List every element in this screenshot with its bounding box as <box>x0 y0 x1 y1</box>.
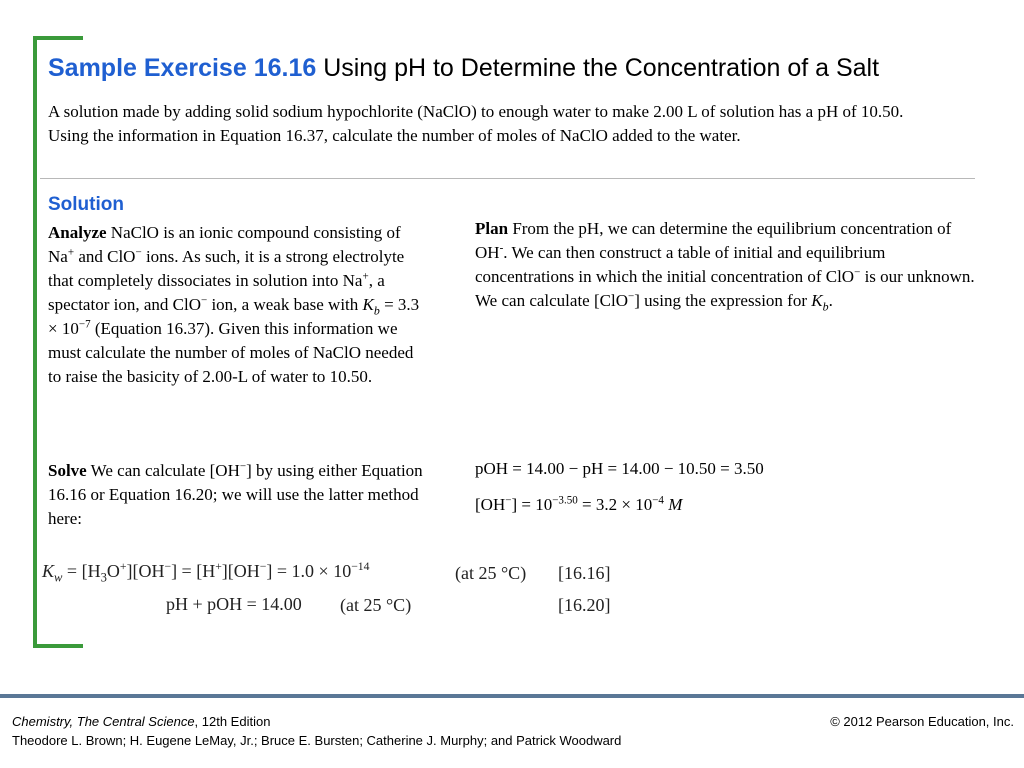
divider <box>40 178 975 179</box>
eq-text: O <box>106 561 120 581</box>
analyze-paragraph <box>48 221 428 389</box>
book-edition: , 12th Edition <box>194 714 271 729</box>
eq2-condition: (at 25 °C) <box>340 595 412 615</box>
equation-16-16 <box>42 560 370 585</box>
analyze-text: ions. As such, it is a strong electrolyte that completely dissociates in solution into Na <box>48 247 405 290</box>
footer-authors: Theodore L. Brown; H. Eugene LeMay, Jr.; Bruce E. Bursten; Catherine J. Murphy; and Patrick Woodward <box>12 733 622 748</box>
charge: + <box>67 246 75 259</box>
exercise-title: Using pH to Determine the Concentration of a Salt <box>323 54 880 82</box>
poh-calculation: pOH = 14.00 − pH = 14.00 − 10.50 = 3.50 <box>475 459 764 478</box>
analyze-text: NaClO is an ionic compound consisting of Na <box>48 223 401 266</box>
solve-label: Solve <box>48 461 87 480</box>
kw-subscript: w <box>54 570 63 585</box>
exponent: −7 <box>78 318 91 331</box>
exponent: −3.50 <box>552 494 578 507</box>
charge: − <box>200 294 208 307</box>
charge: − <box>854 266 861 279</box>
kw-symbol: K <box>42 561 55 581</box>
charge: + <box>119 560 127 573</box>
solve-text: We can calculate [OH <box>86 461 240 480</box>
charge: − <box>505 494 512 507</box>
kb-symbol: K <box>362 295 374 314</box>
exercise-number: Sample Exercise 16.16 <box>48 54 317 82</box>
page-title <box>48 53 1008 83</box>
solution-heading: Solution <box>48 194 124 215</box>
charge: − <box>627 290 635 303</box>
charge: - <box>499 242 504 255</box>
oh-text: [OH <box>475 495 506 514</box>
analyze-text: ion, a weak base with <box>207 295 363 314</box>
charge: − <box>164 560 172 573</box>
oh-text: = 3.2 × 10 <box>577 495 653 514</box>
eq1-reference: [16.16] <box>558 563 611 583</box>
analyze-text: = 3.3 × 10 <box>48 295 420 338</box>
footer-book <box>12 714 270 729</box>
plan-text: ] using the expression for <box>634 291 812 310</box>
eq-text: ] = 1.0 × 10 <box>266 561 352 581</box>
exponent: −14 <box>351 560 370 573</box>
kb-symbol: K <box>811 291 823 310</box>
problem-statement: A solution made by adding solid sodium hypochlorite (NaClO) to enough water to make 2.00 L of solution has a pH of 10.50. Using the information in Equation 16.37, calculate the number of moles of NaClO added to the water. <box>48 102 904 145</box>
charge: + <box>362 270 369 283</box>
oh-text: ] = 10 <box>511 495 553 514</box>
eq-text: = [H <box>62 561 101 581</box>
footer-divider <box>0 694 1024 698</box>
analyze-label: Analyze <box>48 223 107 242</box>
eq-text: ][OH <box>126 561 165 581</box>
charge: − <box>135 246 142 259</box>
kb-subscript: b <box>822 299 829 314</box>
plan-text: . We can then construct a table of initial and equilibrium concentrations in which the initial concentration of ClO <box>475 243 886 286</box>
equation-16-20: pH + pOH = 14.00 <box>166 594 302 614</box>
eq1-condition: (at 25 °C) <box>455 563 527 583</box>
book-title: Chemistry, The Central Science <box>12 714 195 729</box>
plan-text: is our unknown. We can calculate [ClO <box>475 267 975 310</box>
analyze-text: , a spectator ion, and ClO <box>48 271 385 314</box>
kb-subscript: b <box>373 303 380 318</box>
solve-paragraph <box>48 459 428 531</box>
plan-text: . <box>828 291 833 310</box>
charge: − <box>259 560 267 573</box>
plan-paragraph <box>475 217 975 313</box>
charge: − <box>239 460 247 473</box>
exponent: −4 <box>652 494 664 507</box>
footer-copyright: © 2012 Pearson Education, Inc. <box>830 714 1014 729</box>
solve-text: ] by using either Equation 16.16 or Equation 16.20; we will use the latter method here: <box>48 461 423 528</box>
molarity-unit: M <box>668 495 683 514</box>
eq-text: ] = [H <box>171 561 216 581</box>
plan-label: Plan <box>475 219 509 238</box>
eq2-reference: [16.20] <box>558 595 611 615</box>
plan-text: From the pH, we can determine the equilibrium concentration of OH <box>475 219 952 262</box>
analyze-text: (Equation 16.37). Given this information we must calculate the number of moles of NaClO needed to raise the basicity of 2.00-L of water to 10.50. <box>48 319 414 386</box>
charge: + <box>215 560 222 573</box>
oh-concentration <box>475 493 682 517</box>
eq-subscript: 3 <box>100 570 107 585</box>
eq-text: ][OH <box>221 561 260 581</box>
analyze-text: and ClO <box>74 247 136 266</box>
